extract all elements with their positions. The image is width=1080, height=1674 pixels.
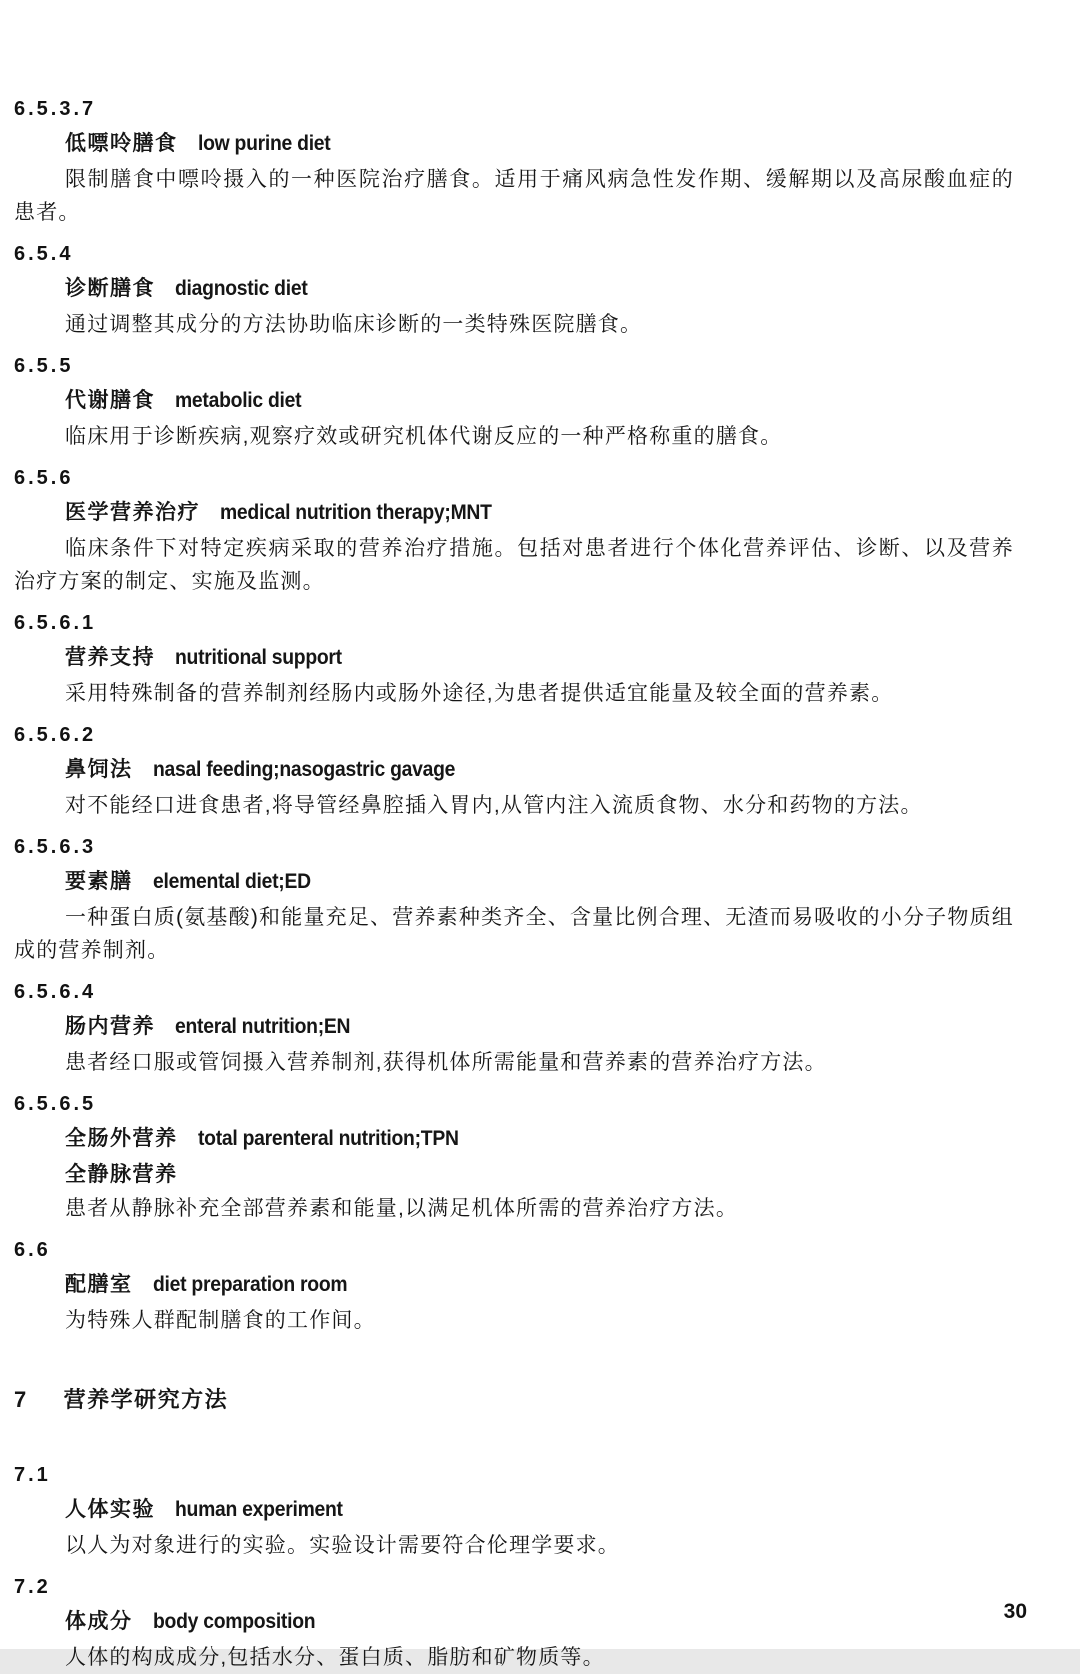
term-line	[65, 1009, 1014, 1046]
term-zh: 营养支持	[65, 646, 155, 669]
term-entry	[14, 719, 1014, 822]
term-en: nutritional support	[175, 645, 343, 669]
clause-title: 营养学研究方法	[63, 1387, 229, 1412]
term-en: total parenteral nutrition;TPN	[197, 1126, 459, 1150]
term-entry	[14, 1571, 1014, 1674]
term-en: diagnostic diet	[175, 276, 308, 300]
terminology-content	[14, 84, 1014, 1674]
term-line	[65, 271, 1014, 308]
term-definition: 患者经口服或管饲摄入营养制剂,获得机体所需能量和营养素的营养治疗方法。	[65, 1051, 827, 1074]
term-entry	[14, 350, 1014, 453]
term-definition: 人体的构成成分,包括水分、蛋白质、脂肪和矿物质等。	[65, 1646, 605, 1669]
clause-heading	[14, 1383, 1014, 1417]
term-entry	[14, 607, 1014, 710]
term-entry	[14, 976, 1014, 1079]
term-entry	[14, 831, 1014, 967]
entry-number: 6.5.6.4	[14, 981, 97, 1003]
term-entry	[14, 238, 1014, 341]
clause-number: 7	[14, 1387, 28, 1412]
term-line	[65, 752, 1014, 789]
term-zh: 体成分	[65, 1610, 133, 1633]
term-zh: 要素膳	[65, 870, 133, 893]
term-entry	[14, 1459, 1014, 1562]
term-en: enteral nutrition;EN	[175, 1014, 351, 1038]
term-line	[65, 864, 1014, 901]
term-line	[65, 1267, 1014, 1304]
term-entry	[14, 1234, 1014, 1337]
term-definition: 临床条件下对特定疾病采取的营养治疗措施。包括对患者进行个体化营养评估、诊断、以及营养治疗方案的制定、实施及监测。	[14, 537, 1014, 593]
term-zh: 全肠外营养	[65, 1127, 178, 1150]
entry-number: 7.2	[14, 1576, 51, 1598]
term-definition: 对不能经口进食患者,将导管经鼻腔插入胃内,从管内注入流质食物、水分和药物的方法。	[65, 794, 923, 817]
term-zh: 低嘌呤膳食	[65, 132, 178, 155]
term-en: nasal feeding;nasogastric gavage	[152, 757, 456, 781]
term-entry	[14, 1088, 1014, 1225]
term-zh: 配膳室	[65, 1273, 133, 1296]
term-entry	[14, 93, 1014, 229]
term-en: elemental diet;ED	[152, 869, 311, 893]
term-en: low purine diet	[197, 131, 331, 155]
entry-number: 6.5.6.2	[14, 724, 97, 746]
entry-number: 6.5.6.1	[14, 612, 97, 634]
entry-number: 6.5.3.7	[14, 98, 97, 120]
term-definition: 临床用于诊断疾病,观察疗效或研究机体代谢反应的一种严格称重的膳食。	[65, 425, 783, 448]
term-line	[65, 640, 1014, 677]
term-zh: 医学营养治疗	[65, 501, 200, 524]
term-zh: 人体实验	[65, 1498, 155, 1521]
term-en: human experiment	[175, 1497, 344, 1521]
entry-number: 6.6	[14, 1239, 51, 1261]
term-line	[65, 1121, 1014, 1158]
page-number: 30	[1003, 1600, 1027, 1623]
term-line	[65, 126, 1014, 163]
entry-number: 6.5.6.5	[14, 1093, 97, 1115]
term-zh: 代谢膳食	[65, 389, 155, 412]
term-en: body composition	[152, 1609, 316, 1633]
term-definition: 通过调整其成分的方法协助临床诊断的一类特殊医院膳食。	[65, 313, 643, 336]
term-en: medical nutrition therapy;MNT	[220, 500, 493, 524]
term-definition: 限制膳食中嘌呤摄入的一种医院治疗膳食。适用于痛风病急性发作期、缓解期以及高尿酸血症的患者。	[14, 168, 1014, 224]
term-zh: 鼻饲法	[65, 758, 133, 781]
term-en: metabolic diet	[175, 388, 302, 412]
entry-number: 6.5.4	[14, 243, 74, 265]
entry-number: 7.1	[14, 1464, 51, 1486]
term-definition: 采用特殊制备的营养制剂经肠内或肠外途径,为患者提供适宜能量及较全面的营养素。	[65, 682, 894, 705]
term-en: diet preparation room	[152, 1272, 348, 1296]
term-zh: 诊断膳食	[65, 277, 155, 300]
term-line	[65, 495, 1014, 532]
term-zh: 肠内营养	[65, 1015, 155, 1038]
entry-number: 6.5.6	[14, 467, 74, 489]
entry-number: 6.5.5	[14, 355, 74, 377]
term-entry	[14, 462, 1014, 598]
term-definition: 患者从静脉补充全部营养素和能量,以满足机体所需的营养治疗方法。	[65, 1197, 739, 1220]
term-definition: 一种蛋白质(氨基酸)和能量充足、营养素种类齐全、含量比例合理、无渣而易吸收的小分子物质组成的营养制剂。	[14, 906, 1014, 962]
term-line	[65, 1604, 1014, 1641]
entry-number: 6.5.6.3	[14, 836, 97, 858]
term-line	[65, 1492, 1014, 1529]
term-synonym-zh: 全静脉营养	[65, 1163, 178, 1186]
term-definition: 以人为对象进行的实验。实验设计需要符合伦理学要求。	[65, 1534, 620, 1557]
term-line	[65, 383, 1014, 420]
term-definition: 为特殊人群配制膳食的工作间。	[65, 1309, 376, 1332]
